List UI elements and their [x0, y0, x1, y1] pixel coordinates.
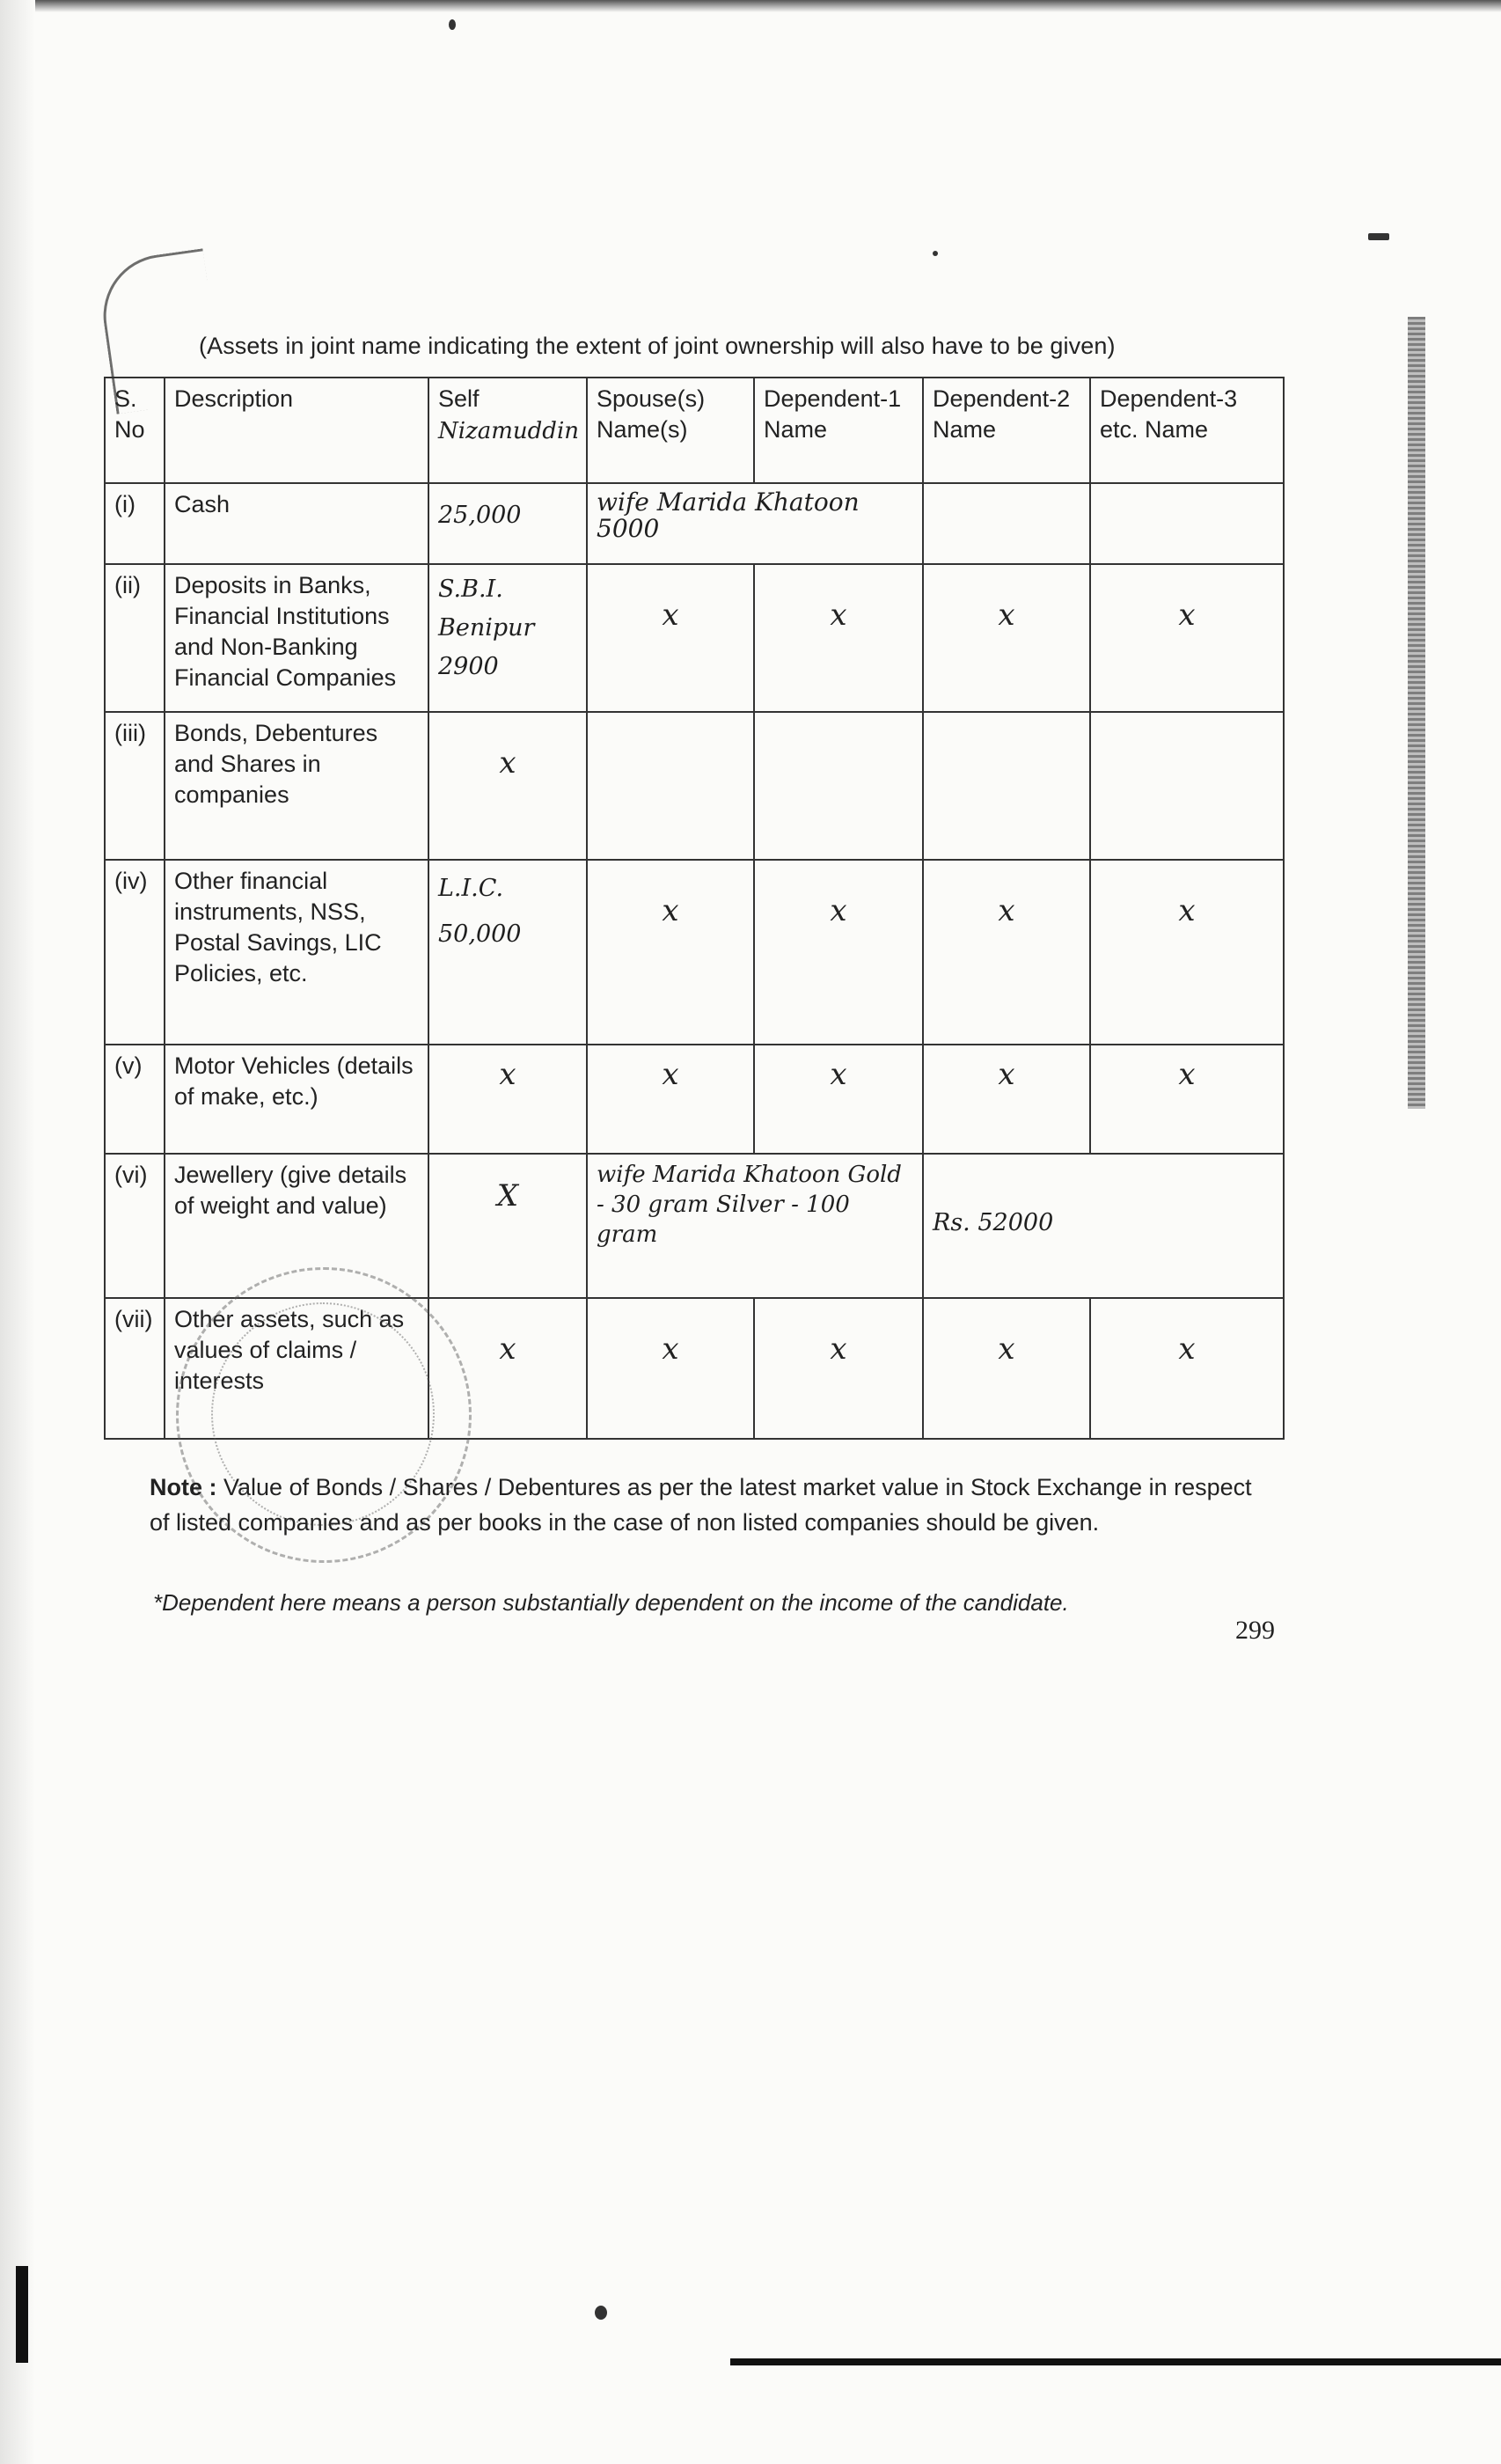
row-dep2-mark: x: [998, 1057, 1015, 1092]
row-spouse: wife Marida Khatoon Gold - 30 gram Silver - 100 gram: [587, 1154, 923, 1298]
header-dependent-1: Dependent-1 Name: [754, 378, 923, 483]
scan-artifact-left: [16, 2266, 28, 2363]
header-dependent-2: Dependent-2 Name: [923, 378, 1090, 483]
row-self: L.I.C. 50,000: [428, 860, 587, 1045]
row-dep2: [923, 860, 1090, 1045]
row-dep2: [923, 1045, 1090, 1154]
scan-artifact-bottom: [730, 2358, 1501, 2365]
row-dep3: [1090, 1298, 1284, 1439]
row-dep3: [1090, 860, 1284, 1045]
row-description: Other assets, such as values of claims / interests: [165, 1298, 428, 1439]
dependent-definition-note: *Dependent here means a person substantially dependent on the income of the candidate.: [153, 1589, 1069, 1616]
row-dep3-mark: x: [1178, 1057, 1196, 1092]
row-dep2-mark: x: [998, 1331, 1015, 1367]
row-dep1-mark: x: [830, 598, 847, 633]
row-sno: (vii): [105, 1298, 165, 1439]
row-dep2: [923, 564, 1090, 712]
page-number: 299: [1235, 1616, 1275, 1645]
table-header-row: [105, 378, 1284, 483]
row-dep2: Rs. 52000: [923, 1154, 1284, 1298]
row-spouse-mark: x: [662, 1331, 679, 1367]
header-self: [428, 378, 587, 483]
row-dep3: [1090, 712, 1284, 860]
row-sno: (iv): [105, 860, 165, 1045]
row-description: Motor Vehicles (details of make, etc.): [165, 1045, 428, 1154]
row-spouse-mark: x: [662, 598, 679, 633]
note-text: Value of Bonds / Shares / Debentures as per the latest market value in Stock Exchange in respect of listed companies and as per books in the case of non listed companies should be given.: [150, 1474, 1252, 1536]
scan-speck: [933, 251, 938, 256]
row-sno: (v): [105, 1045, 165, 1154]
row-self-mark: X: [496, 1178, 519, 1214]
table-row: [105, 1045, 1284, 1154]
row-dep1: [754, 1045, 923, 1154]
row-spouse-mark: x: [662, 893, 679, 928]
row-self-mark: x: [499, 1057, 516, 1092]
row-spouse: [587, 564, 754, 712]
row-dep3: [1090, 483, 1284, 564]
row-description: Deposits in Banks, Financial Institutions and Non-Banking Financial Companies: [165, 564, 428, 712]
row-dep1: [754, 564, 923, 712]
joint-ownership-note: (Assets in joint name indicating the extent of joint ownership will also have to be given): [199, 333, 1116, 359]
row-spouse: wife Marida Khatoon 5000: [587, 483, 923, 564]
row-spouse-mark: x: [662, 1057, 679, 1092]
row-dep3: [1090, 1045, 1284, 1154]
row-spouse: [587, 1298, 754, 1439]
header-description: Description: [165, 378, 428, 483]
row-dep3-mark: x: [1178, 598, 1196, 633]
row-description: Jewellery (give details of weight and value): [165, 1154, 428, 1298]
row-sno: (vi): [105, 1154, 165, 1298]
row-dep3: [1090, 564, 1284, 712]
row-dep1: [754, 712, 923, 860]
self-name-handwritten: Nizamuddin: [438, 418, 580, 444]
row-dep3-mark: x: [1178, 893, 1196, 928]
scan-top-edge: [0, 0, 1501, 12]
header-dependent-3: Dependent-3 etc. Name: [1090, 378, 1284, 483]
scan-speck: [1368, 233, 1389, 240]
row-dep2: [923, 712, 1090, 860]
table-row: [105, 483, 1284, 564]
row-self: [428, 712, 587, 860]
row-description: Cash: [165, 483, 428, 564]
row-dep2-mark: x: [998, 598, 1015, 633]
row-dep1-mark: x: [830, 1057, 847, 1092]
row-description: Bonds, Debentures and Shares in companies: [165, 712, 428, 860]
header-self-label: Self: [438, 385, 480, 412]
row-self: 25,000: [428, 483, 587, 564]
row-dep2: [923, 1298, 1090, 1439]
row-self: S.B.I. Benipur 2900: [428, 564, 587, 712]
row-spouse: [587, 1045, 754, 1154]
header-spouse: Spouse(s) Name(s): [587, 378, 754, 483]
row-spouse: [587, 860, 754, 1045]
row-dep1: [754, 860, 923, 1045]
row-self: [428, 1045, 587, 1154]
row-sno: (ii): [105, 564, 165, 712]
row-dep1-mark: x: [830, 893, 847, 928]
row-dep2-mark: x: [998, 893, 1015, 928]
row-dep2: [923, 483, 1090, 564]
market-value-note: [150, 1470, 1276, 1540]
scan-right-edge: [1408, 317, 1425, 1109]
table-row: [105, 564, 1284, 712]
table-row: [105, 712, 1284, 860]
row-dep1: [754, 1298, 923, 1439]
scan-speck: [449, 19, 456, 30]
row-self: [428, 1154, 587, 1298]
note-label: Note :: [150, 1474, 217, 1500]
row-sno: (i): [105, 483, 165, 564]
row-spouse: [587, 712, 754, 860]
scan-speck: [595, 2306, 607, 2320]
row-dep3-mark: x: [1178, 1331, 1196, 1367]
row-self-mark: x: [499, 745, 516, 781]
table-row: [105, 860, 1284, 1045]
header-sno: S. No: [105, 378, 165, 483]
scan-left-edge: [0, 0, 35, 2464]
row-sno: (iii): [105, 712, 165, 860]
row-description: Other financial instruments, NSS, Postal Savings, LIC Policies, etc.: [165, 860, 428, 1045]
row-dep1-mark: x: [830, 1331, 847, 1367]
row-self-mark: x: [499, 1331, 516, 1367]
